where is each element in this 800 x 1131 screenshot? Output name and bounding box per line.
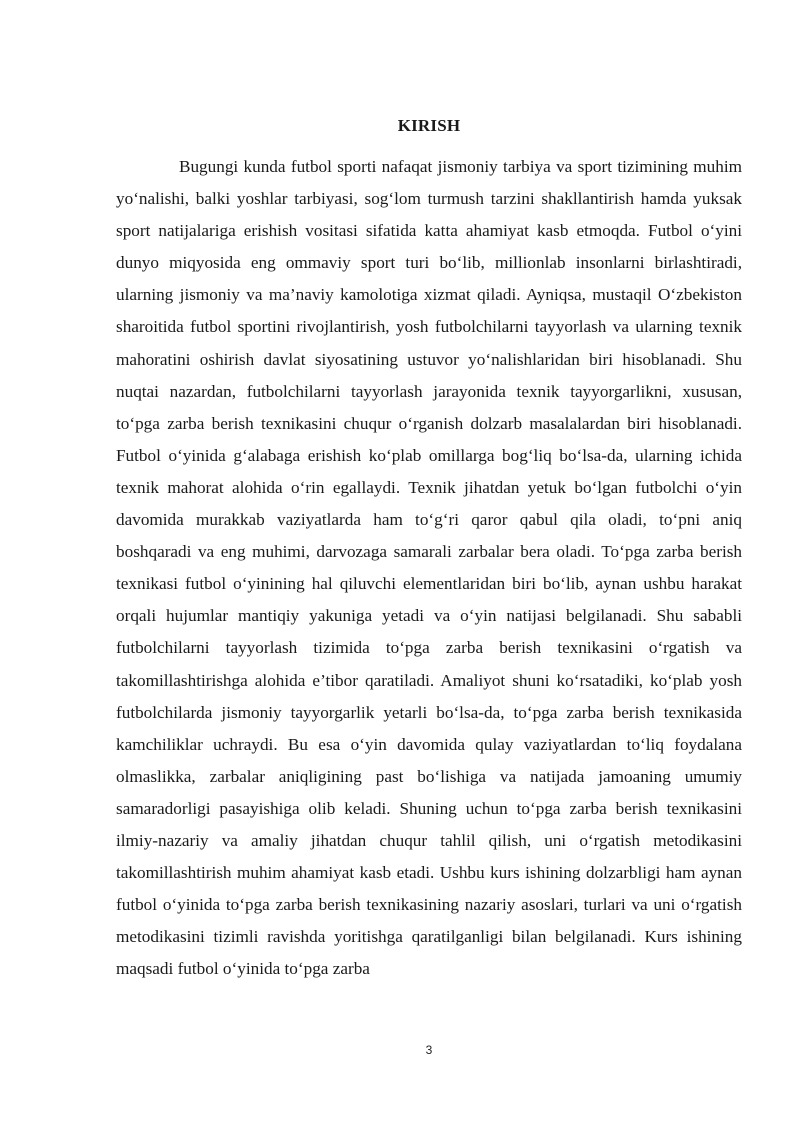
page-number: 3 [425,1043,433,1057]
body-paragraph: Bugungi kunda futbol sporti nafaqat jismoniy tarbiya va sport tizimining muhim yo‘nalishi, balki yoshlar tarbiyasi, sog‘lom turmush tarzini shakllantirish hamda yuksak sport natijalariga erishish vositasi sifatida katta ahamiyat kasb etmoqda. Futbol o‘yini dunyo miqyosida eng ommaviy sport turi bo‘lib, millionlab insonlarni birlashtiradi, ularning jismoniy va ma’naviy kamolotiga xizmat qiladi. Ayniqsa, mustaqil O‘zbekiston sharoitida futbol sportini rivojlantirish, yosh futbolchilarni tayyorlash va ularning texnik mahoratini oshirish davlat siyosatining ustuvor yo‘nalishlaridan biri hisoblanadi. Shu nuqtai nazardan, futbolchilarni tayyorlash jarayonida texnik tayyorgarlikni, xususan, to‘pga zarba berish texnikasini chuqur o‘rganish dolzarb masalalardan biri hisoblanadi. Futbol o‘yinida g‘alabaga erishish ko‘plab omillarga bog‘liq bo‘lsa-da, ularning ichida texnik mahorat alohida o‘rin egallaydi. Texnik jihatdan yetuk bo‘lgan futbolchi o‘yin davomida murakkab vaziyatlarda ham to‘g‘ri qaror qabul qila oladi, to‘pni aniq boshqaradi va eng muhimi, darvozaga samarali zarbalar bera oladi. To‘pga zarba berish texnikasi futbol o‘yinining hal qiluvchi elementlaridan biri bo‘lib, aynan ushbu harakat orqali hujumlar mantiqiy yakuniga yetadi va o‘yin natijasi belgilanadi. Shu sababli futbolchilarni tayyorlash tizimida to‘pga zarba berish texnikasini o‘rgatish va takomillashtirishga alohida e’tibor qaratiladi. Amaliyot shuni ko‘rsatadiki, ko‘plab yosh futbolchilarda jismoniy tayyorgarlik yetarli bo‘lsa-da, to‘pga zarba berish texnikasida kamchiliklar uchraydi. Bu esa o‘yin davomida qulay vaziyatlardan to‘liq foydalana olmaslikka, zarbalar aniqligining past bo‘lishiga va natijada jamoaning umumiy samaradorligi pasayishiga olib keladi. Shuning uchun to‘pga zarba berish texnikasini ilmiy-nazariy va amaliy jihatdan chuqur tahlil qilish, uni o‘rgatish metodikasini takomillashtirish muhim ahamiyat kasb etadi. Ushbu kurs ishining dolzarbligi ham aynan futbol o‘yinida to‘pga zarba berish texnikasining nazariy asoslari, turlari va uni o‘rgatish metodikasini tizimli ravishda yoritishga qaratilganligi bilan belgilanadi. Kurs ishining maqsadi futbol o‘yinida to‘pga zarba [116,157,742,979]
section-heading: KIRISH [397,116,461,135]
